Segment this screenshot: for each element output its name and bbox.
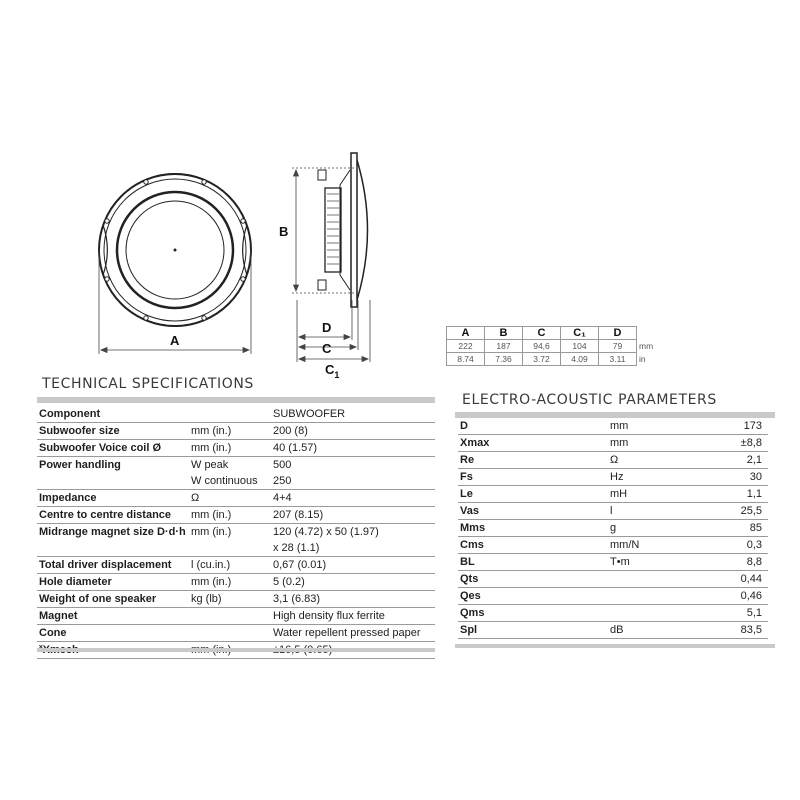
spec-value: 0,67 (0.01) [271, 557, 435, 574]
spec-unit: W peak [191, 459, 229, 471]
parameter-label: Qes [458, 588, 608, 605]
parameter-row [458, 588, 768, 605]
dim-header-unit [637, 327, 662, 340]
spec-label: Weight of one speaker [37, 591, 189, 608]
spec-value: Water repellent pressed paper [271, 625, 435, 642]
dimension-dc-lines [297, 300, 370, 362]
parameter-value: 30 [722, 469, 768, 486]
spec-row [37, 457, 435, 474]
spec-value: x 28 (1.1) [271, 540, 435, 557]
dim-cell: 104 [561, 340, 599, 353]
parameter-unit: g [608, 520, 722, 537]
spec-row [37, 625, 435, 642]
parameter-row [458, 486, 768, 503]
parameter-unit [608, 571, 722, 588]
dim-cell: 94,6 [523, 340, 561, 353]
spec-value: 40 (1.57) [271, 440, 435, 457]
dimensions-table-header [447, 327, 662, 340]
parameter-label: Vas [458, 503, 608, 520]
dim-unit: in [637, 353, 662, 366]
parameter-row [458, 605, 768, 622]
technical-specifications-bottom-divider [37, 648, 435, 652]
parameter-unit: l [608, 503, 722, 520]
parameter-row [458, 418, 768, 435]
spec-row [37, 440, 435, 457]
technical-specifications-divider [37, 397, 435, 403]
dimensions-row-mm [447, 340, 662, 353]
parameter-row [458, 503, 768, 520]
spec-value: 207 (8.15) [271, 507, 435, 524]
spec-unit [189, 608, 271, 625]
dim-header-a: A [447, 327, 485, 340]
dim-unit: mm [637, 340, 662, 353]
parameter-label: BL [458, 554, 608, 571]
spec-row [37, 574, 435, 591]
spec-unit: mm (in.) [189, 423, 271, 440]
spec-row [37, 490, 435, 507]
spec-value: 500 [273, 459, 292, 471]
parameter-value: ±8,8 [722, 435, 768, 452]
side-view [318, 153, 368, 307]
spec-label: Impedance [37, 490, 189, 507]
spec-unit: W continuous [189, 473, 271, 490]
dimension-label-c1 [325, 362, 339, 380]
parameter-label: Qms [458, 605, 608, 622]
spec-value: 5 (0.2) [271, 574, 435, 591]
parameter-unit: Hz [608, 469, 722, 486]
parameter-value: 83,5 [722, 622, 768, 639]
spec-label: Component [37, 406, 189, 423]
dimension-label-c: C [322, 341, 332, 356]
parameter-value: 2,1 [722, 452, 768, 469]
spec-label: Midrange magnet size D·d·h [39, 526, 186, 538]
spec-label: Subwoofer Voice coil Ø [37, 440, 189, 457]
parameter-value: 25,5 [722, 503, 768, 520]
electro-acoustic-parameters-title: ELECTRO-ACOUSTIC PARAMETERS [462, 392, 717, 408]
parameter-value: 0,3 [722, 537, 768, 554]
dim-cell: 222 [447, 340, 485, 353]
dim-cell: 187 [485, 340, 523, 353]
parameter-row [458, 622, 768, 639]
parameter-label: Cms [458, 537, 608, 554]
spec-label: Centre to centre distance [37, 507, 189, 524]
front-view [99, 174, 251, 327]
spec-row [37, 473, 435, 490]
parameter-row [458, 469, 768, 486]
dim-header-c1: C₁ [561, 327, 599, 340]
parameter-unit: mm [608, 418, 722, 435]
parameter-label: Fs [458, 469, 608, 486]
dimension-label-d: D [322, 320, 332, 335]
parameter-value: 85 [722, 520, 768, 537]
spec-label: Magnet [37, 608, 189, 625]
parameter-label: D [458, 418, 608, 435]
parameter-unit: dB [608, 622, 722, 639]
spec-label: Power handling [39, 459, 121, 471]
parameter-row [458, 537, 768, 554]
parameter-row [458, 452, 768, 469]
spec-value: SUBWOOFER [271, 406, 435, 423]
spec-label [37, 540, 189, 557]
spec-label: Cone [37, 625, 189, 642]
parameter-row [458, 520, 768, 537]
dim-cell: 8.74 [447, 353, 485, 366]
dimension-label-c1-main: C [325, 362, 335, 377]
parameter-label: Mms [458, 520, 608, 537]
dim-cell: 7.36 [485, 353, 523, 366]
dim-cell: 4.09 [561, 353, 599, 366]
spec-row [37, 591, 435, 608]
parameter-unit: mm [608, 435, 722, 452]
spec-label: Subwoofer size [37, 423, 189, 440]
parameter-label: Spl [458, 622, 608, 639]
dim-cell: 79 [599, 340, 637, 353]
dimension-label-a: A [170, 333, 180, 348]
parameter-value: 5,1 [722, 605, 768, 622]
dim-header-c: C [523, 327, 561, 340]
parameter-label: Re [458, 452, 608, 469]
parameter-label: Le [458, 486, 608, 503]
dimensions-table [446, 326, 661, 366]
dimensions-row-in [447, 353, 662, 366]
spec-unit [189, 625, 271, 642]
parameter-value: 1,1 [722, 486, 768, 503]
spec-row [37, 524, 435, 541]
spec-unit: mm (in.) [189, 440, 271, 457]
spec-unit [189, 540, 271, 557]
parameter-value: 173 [722, 418, 768, 435]
spec-value: High density flux ferrite [271, 608, 435, 625]
parameter-label: Qts [458, 571, 608, 588]
parameter-unit: Ω [608, 452, 722, 469]
parameter-row [458, 554, 768, 571]
electro-acoustic-parameters-bottom-divider [455, 644, 775, 648]
dim-header-b: B [485, 327, 523, 340]
parameter-value: 8,8 [722, 554, 768, 571]
spec-value: 3,1 (6.83) [271, 591, 435, 608]
spec-value: 4+4 [271, 490, 435, 507]
parameter-unit: T•m [608, 554, 722, 571]
dim-header-d: D [599, 327, 637, 340]
dimension-b-line [292, 168, 356, 293]
spec-row [37, 557, 435, 574]
spec-row [37, 406, 435, 423]
spec-row [37, 540, 435, 557]
spec-row [37, 608, 435, 625]
parameter-row [458, 435, 768, 452]
parameter-unit: mm/N [608, 537, 722, 554]
technical-specifications-title: TECHNICAL SPECIFICATIONS [42, 376, 254, 392]
spec-value: 250 [271, 473, 435, 490]
parameter-row [458, 571, 768, 588]
spec-unit: kg (lb) [189, 591, 271, 608]
parameter-unit: mH [608, 486, 722, 503]
parameter-value: 0,44 [722, 571, 768, 588]
spec-row [37, 507, 435, 524]
parameter-label: Xmax [458, 435, 608, 452]
technical-specifications-table [37, 406, 435, 659]
parameter-value: 0,46 [722, 588, 768, 605]
spec-label: Hole diameter [37, 574, 189, 591]
dimension-label-c1-sub: 1 [334, 370, 340, 380]
spec-unit: mm (in.) [189, 574, 271, 591]
spec-label [37, 473, 189, 490]
dim-cell: 3.11 [599, 353, 637, 366]
parameter-unit [608, 605, 722, 622]
spec-unit: l (cu.in.) [189, 557, 271, 574]
spec-unit: mm (in.) [189, 507, 271, 524]
spec-row [37, 423, 435, 440]
spec-value: 200 (8) [271, 423, 435, 440]
parameter-unit [608, 588, 722, 605]
spec-unit [189, 406, 271, 423]
spec-unit: mm (in.) [191, 526, 232, 538]
spec-value: 120 (4.72) x 50 (1.97) [273, 526, 379, 538]
electro-acoustic-parameters-table [458, 418, 768, 639]
dim-cell: 3.72 [523, 353, 561, 366]
dimension-label-b: B [279, 224, 289, 239]
spec-unit: Ω [189, 490, 271, 507]
spec-label: Total driver displacement [37, 557, 189, 574]
